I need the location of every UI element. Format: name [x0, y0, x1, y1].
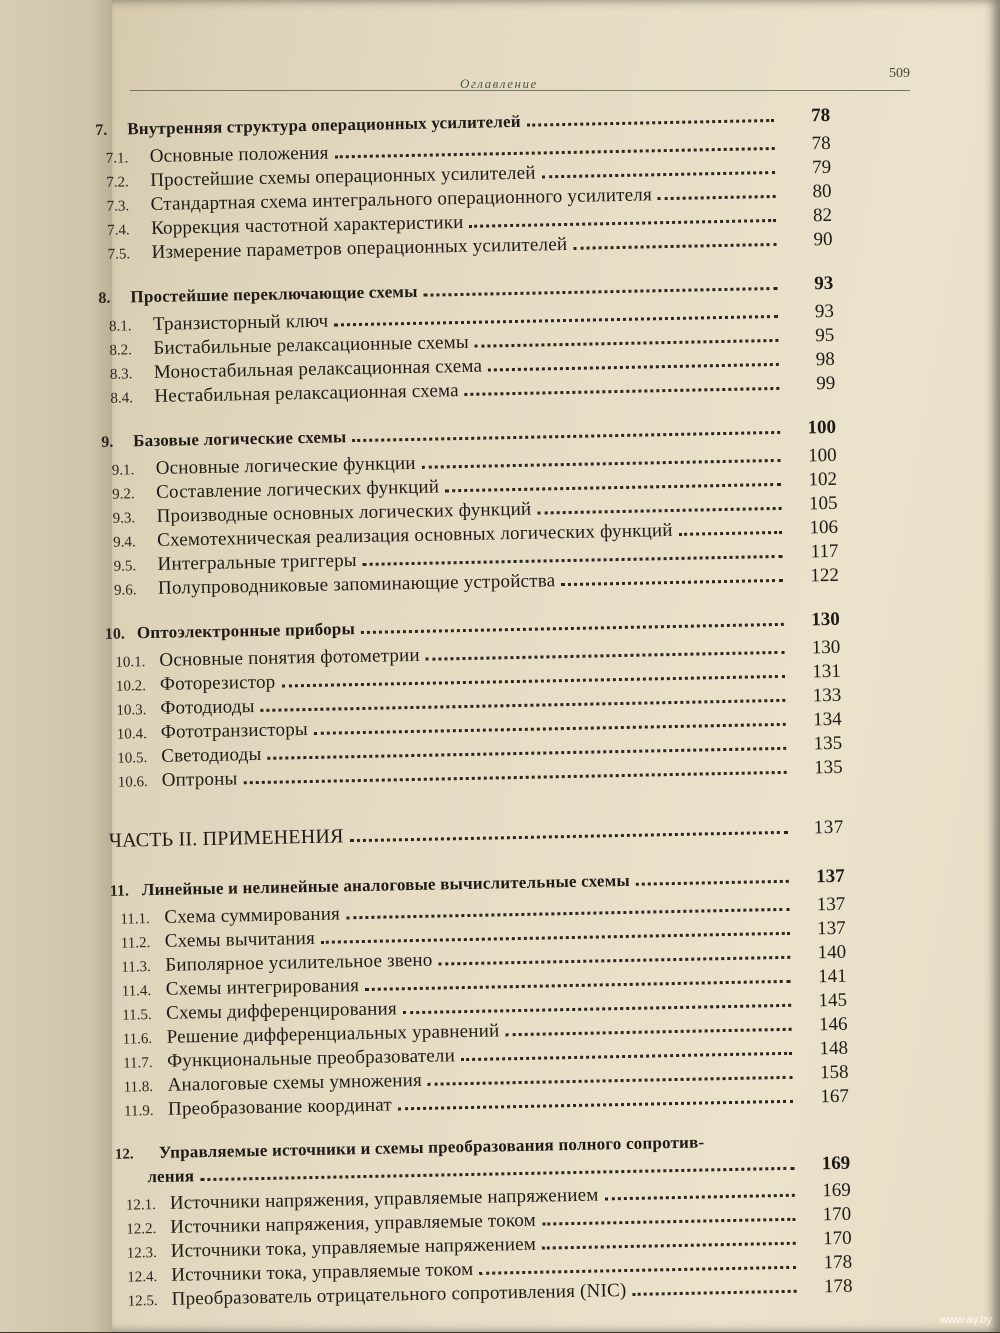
section-number: 12.1. — [125, 1197, 157, 1214]
section-page: 135 — [813, 756, 843, 779]
leader-dots — [636, 866, 789, 886]
chapter-number: 10. — [104, 625, 126, 643]
chapter-8 — [98, 272, 835, 410]
section-title: Схемы интегрирования — [165, 975, 360, 1000]
leader-dots — [361, 609, 784, 634]
chapter-title: Внутренняя структура операционных усилителей — [127, 111, 521, 139]
section-page: 169 — [822, 1179, 851, 1202]
section-number: 11.6. — [122, 1031, 153, 1048]
chapter-page: 93 — [814, 272, 834, 295]
chapter-number: 9. — [101, 433, 114, 451]
section-page: 78 — [811, 132, 831, 155]
section-title: Функциональные преобразователи — [166, 1045, 456, 1072]
part-heading — [109, 816, 844, 853]
leader-dots — [541, 157, 775, 178]
chapter-12 — [115, 1129, 853, 1313]
section-number: 9.4. — [113, 534, 136, 551]
section-title: Бистабильные релаксационные схемы — [153, 331, 470, 359]
chapter-number: 11. — [109, 882, 130, 900]
section-number: 12.4. — [127, 1269, 158, 1286]
section-page: 167 — [820, 1085, 850, 1108]
section-title: Фоторезистор — [159, 671, 276, 695]
section-number: 10.4. — [116, 726, 147, 743]
chapter-page: 130 — [811, 608, 840, 631]
section-page: 135 — [813, 732, 843, 755]
part-page: 137 — [813, 816, 844, 839]
page-number: 509 — [889, 66, 910, 81]
section-number: 10.6. — [117, 774, 148, 791]
section-title: Составление логических функций — [155, 476, 440, 503]
section-title: Полупроводниковые запоминающие устройства — [157, 570, 556, 599]
chapter-page: 137 — [815, 865, 845, 888]
section-title: Измерение параметров операционных усилителей — [151, 233, 568, 263]
section-title: Схемы вычитания — [164, 927, 316, 952]
leader-dots — [542, 1228, 796, 1250]
section-number: 11.9. — [123, 1103, 154, 1120]
leader-dots — [632, 1276, 796, 1296]
section-number: 9.1. — [111, 462, 135, 479]
section-title: Простейшие схемы операционных усилителей — [150, 162, 536, 191]
section-title: Источники тока, управляемые напряжением — [170, 1233, 537, 1262]
section-title: Преобразователь отрицательного сопротивления (NIC) — [171, 1280, 627, 1310]
section-title: Биполярное усилительное звено — [165, 949, 433, 976]
leader-dots — [573, 229, 777, 250]
section-page: 137 — [816, 917, 846, 940]
section-page: 100 — [807, 444, 837, 467]
section-number: 7.1. — [105, 150, 129, 167]
section-page: 178 — [823, 1251, 853, 1274]
section-number: 11.8. — [123, 1079, 154, 1096]
leader-dots — [421, 445, 780, 469]
section-title: Схема суммирования — [164, 903, 341, 928]
section-page: 122 — [810, 564, 840, 587]
leader-dots — [352, 417, 780, 442]
chapter-title: Простейшие переключающие схемы — [130, 281, 418, 307]
running-head — [130, 66, 910, 91]
section-number: 12.5. — [127, 1293, 158, 1310]
leader-dots — [537, 493, 782, 515]
section-title: Светодиоды — [161, 743, 262, 767]
section-page: 102 — [808, 468, 838, 491]
table-of-contents — [95, 104, 853, 1333]
section-title: Фотодиоды — [160, 696, 255, 719]
section-number: 10.3. — [116, 702, 147, 719]
section-number: 9.5. — [113, 558, 137, 575]
section-number: 7.4. — [107, 222, 130, 239]
section-page: 93 — [814, 300, 835, 323]
section-number: 8.3. — [109, 366, 133, 383]
section-number: 10.2. — [115, 678, 147, 695]
section-number: 11.3. — [121, 959, 151, 976]
section-title: Стандартная схема интегрального операционного усилителя — [150, 184, 653, 215]
section-title: Оптроны — [161, 768, 238, 791]
section-number: 12.2. — [126, 1221, 157, 1238]
section-number: 9.6. — [113, 582, 137, 599]
section-number: 10.5. — [117, 750, 148, 767]
section-page: 82 — [812, 204, 833, 227]
section-title: Схемы дифференцирования — [165, 998, 398, 1024]
section-title: Транзисторный ключ — [152, 310, 329, 335]
leader-dots — [542, 1204, 796, 1226]
section-title: Основные понятия фотометрии — [159, 644, 421, 671]
part-row — [109, 816, 844, 853]
leader-dots — [604, 1180, 795, 1201]
section-number: 11.5. — [122, 1007, 152, 1024]
section-title: Преобразование координат — [167, 1094, 393, 1120]
section-number: 8.4. — [110, 390, 134, 407]
section-number: 11.4. — [121, 983, 152, 1000]
part-title: ЧАСТЬ II. ПРИМЕНЕНИЯ — [108, 825, 344, 852]
leader-dots — [346, 894, 790, 920]
section-page: 80 — [812, 180, 832, 203]
section-page: 158 — [819, 1061, 849, 1084]
section-page: 105 — [808, 492, 838, 515]
section-page: 98 — [815, 348, 835, 371]
chapter-number: 8. — [98, 289, 111, 307]
leader-dots — [527, 105, 775, 127]
section-title: Нестабильная релаксационная схема — [154, 380, 459, 407]
leader-dots — [334, 301, 778, 327]
section-title: Аналоговые схемы умножения — [167, 1069, 423, 1096]
leader-dots — [678, 517, 782, 536]
section-title: Коррекция частотной характеристики — [150, 211, 464, 239]
section-number: 8.1. — [108, 318, 132, 335]
section-number: 10.1. — [115, 654, 146, 671]
section-page: 170 — [822, 1227, 852, 1250]
section-page: 133 — [812, 684, 842, 707]
section-title: Решение дифференциальных уравнений — [166, 1020, 500, 1048]
section-number: 7.5. — [107, 246, 131, 263]
section-page: 90 — [813, 228, 833, 251]
section-number: 11.7. — [123, 1055, 153, 1072]
section-title: Фототранзисторы — [160, 719, 309, 743]
section-title: Основные положения — [149, 142, 329, 167]
chapter-page: 169 — [821, 1152, 851, 1175]
indent — [115, 1182, 147, 1183]
leader-dots — [426, 637, 785, 661]
section-title: Источники тока, управляемые током — [171, 1258, 474, 1286]
chapter-number: 12. — [114, 1146, 134, 1163]
section-title: Источники напряжения, управляемые напряжением — [169, 1184, 599, 1214]
watermark: www.ay.by — [940, 1314, 992, 1326]
section-number: 8.2. — [109, 342, 133, 359]
chapter-title: Управляемые источники и схемы преобразования полного сопротив- — [158, 1132, 705, 1162]
leader-dots — [423, 273, 777, 297]
leader-dots — [349, 817, 788, 842]
chapter-page: 78 — [810, 104, 831, 127]
section-page: 141 — [817, 965, 847, 988]
section-title: Интегральные триггеры — [157, 550, 357, 575]
section-title: Моностабильная релаксационная схема — [153, 355, 483, 383]
section-number: 9.2. — [112, 486, 135, 503]
chapter-7 — [95, 104, 833, 266]
section-page: 146 — [818, 1013, 848, 1036]
section-page: 170 — [822, 1203, 852, 1226]
section-number: 11.1. — [120, 911, 150, 928]
section-page: 117 — [810, 540, 839, 563]
section-number: 12.3. — [126, 1245, 157, 1262]
chapter-title: Линейные и нелинейные аналоговые вычислительные схемы — [141, 870, 631, 900]
section-page: 145 — [818, 989, 848, 1012]
section-page: 79 — [811, 156, 832, 179]
section-title: Производные основных логических функций — [156, 498, 532, 527]
section-title: Основные логические функции — [155, 452, 416, 479]
chapter-title-continued: ления — [147, 1166, 195, 1187]
section-page: 106 — [809, 516, 839, 539]
section-page: 99 — [816, 372, 836, 395]
chapter-title: Базовые логические схемы — [133, 427, 347, 451]
section-number: 7.3. — [106, 198, 130, 215]
section-number: 9.3. — [112, 510, 136, 527]
leader-dots — [561, 565, 783, 586]
chapter-10 — [105, 608, 843, 794]
section-page: 137 — [816, 893, 846, 916]
leader-dots — [334, 133, 774, 158]
section-page: 131 — [812, 660, 841, 683]
chapter-page: 100 — [807, 416, 837, 439]
section-page: 134 — [812, 708, 842, 731]
section-title: Схемотехническая реализация основных логических функций — [156, 519, 673, 551]
chapter-11 — [110, 865, 850, 1123]
section-number: 11.2. — [120, 935, 151, 952]
section-page: 130 — [811, 636, 841, 659]
section-number: 7.2. — [106, 174, 129, 191]
chapter-number: 7. — [95, 121, 108, 139]
section-title: Источники напряжения, управляемые током — [170, 1209, 537, 1238]
leader-dots — [658, 181, 776, 200]
section-page: 148 — [819, 1037, 849, 1060]
chapter-9 — [101, 416, 839, 602]
section-page: 178 — [823, 1275, 853, 1298]
running-title: Оглавление — [460, 76, 538, 91]
chapter-title: Оптоэлектронные приборы — [136, 619, 356, 643]
section-page: 95 — [815, 324, 835, 347]
section-page: 140 — [817, 941, 847, 964]
